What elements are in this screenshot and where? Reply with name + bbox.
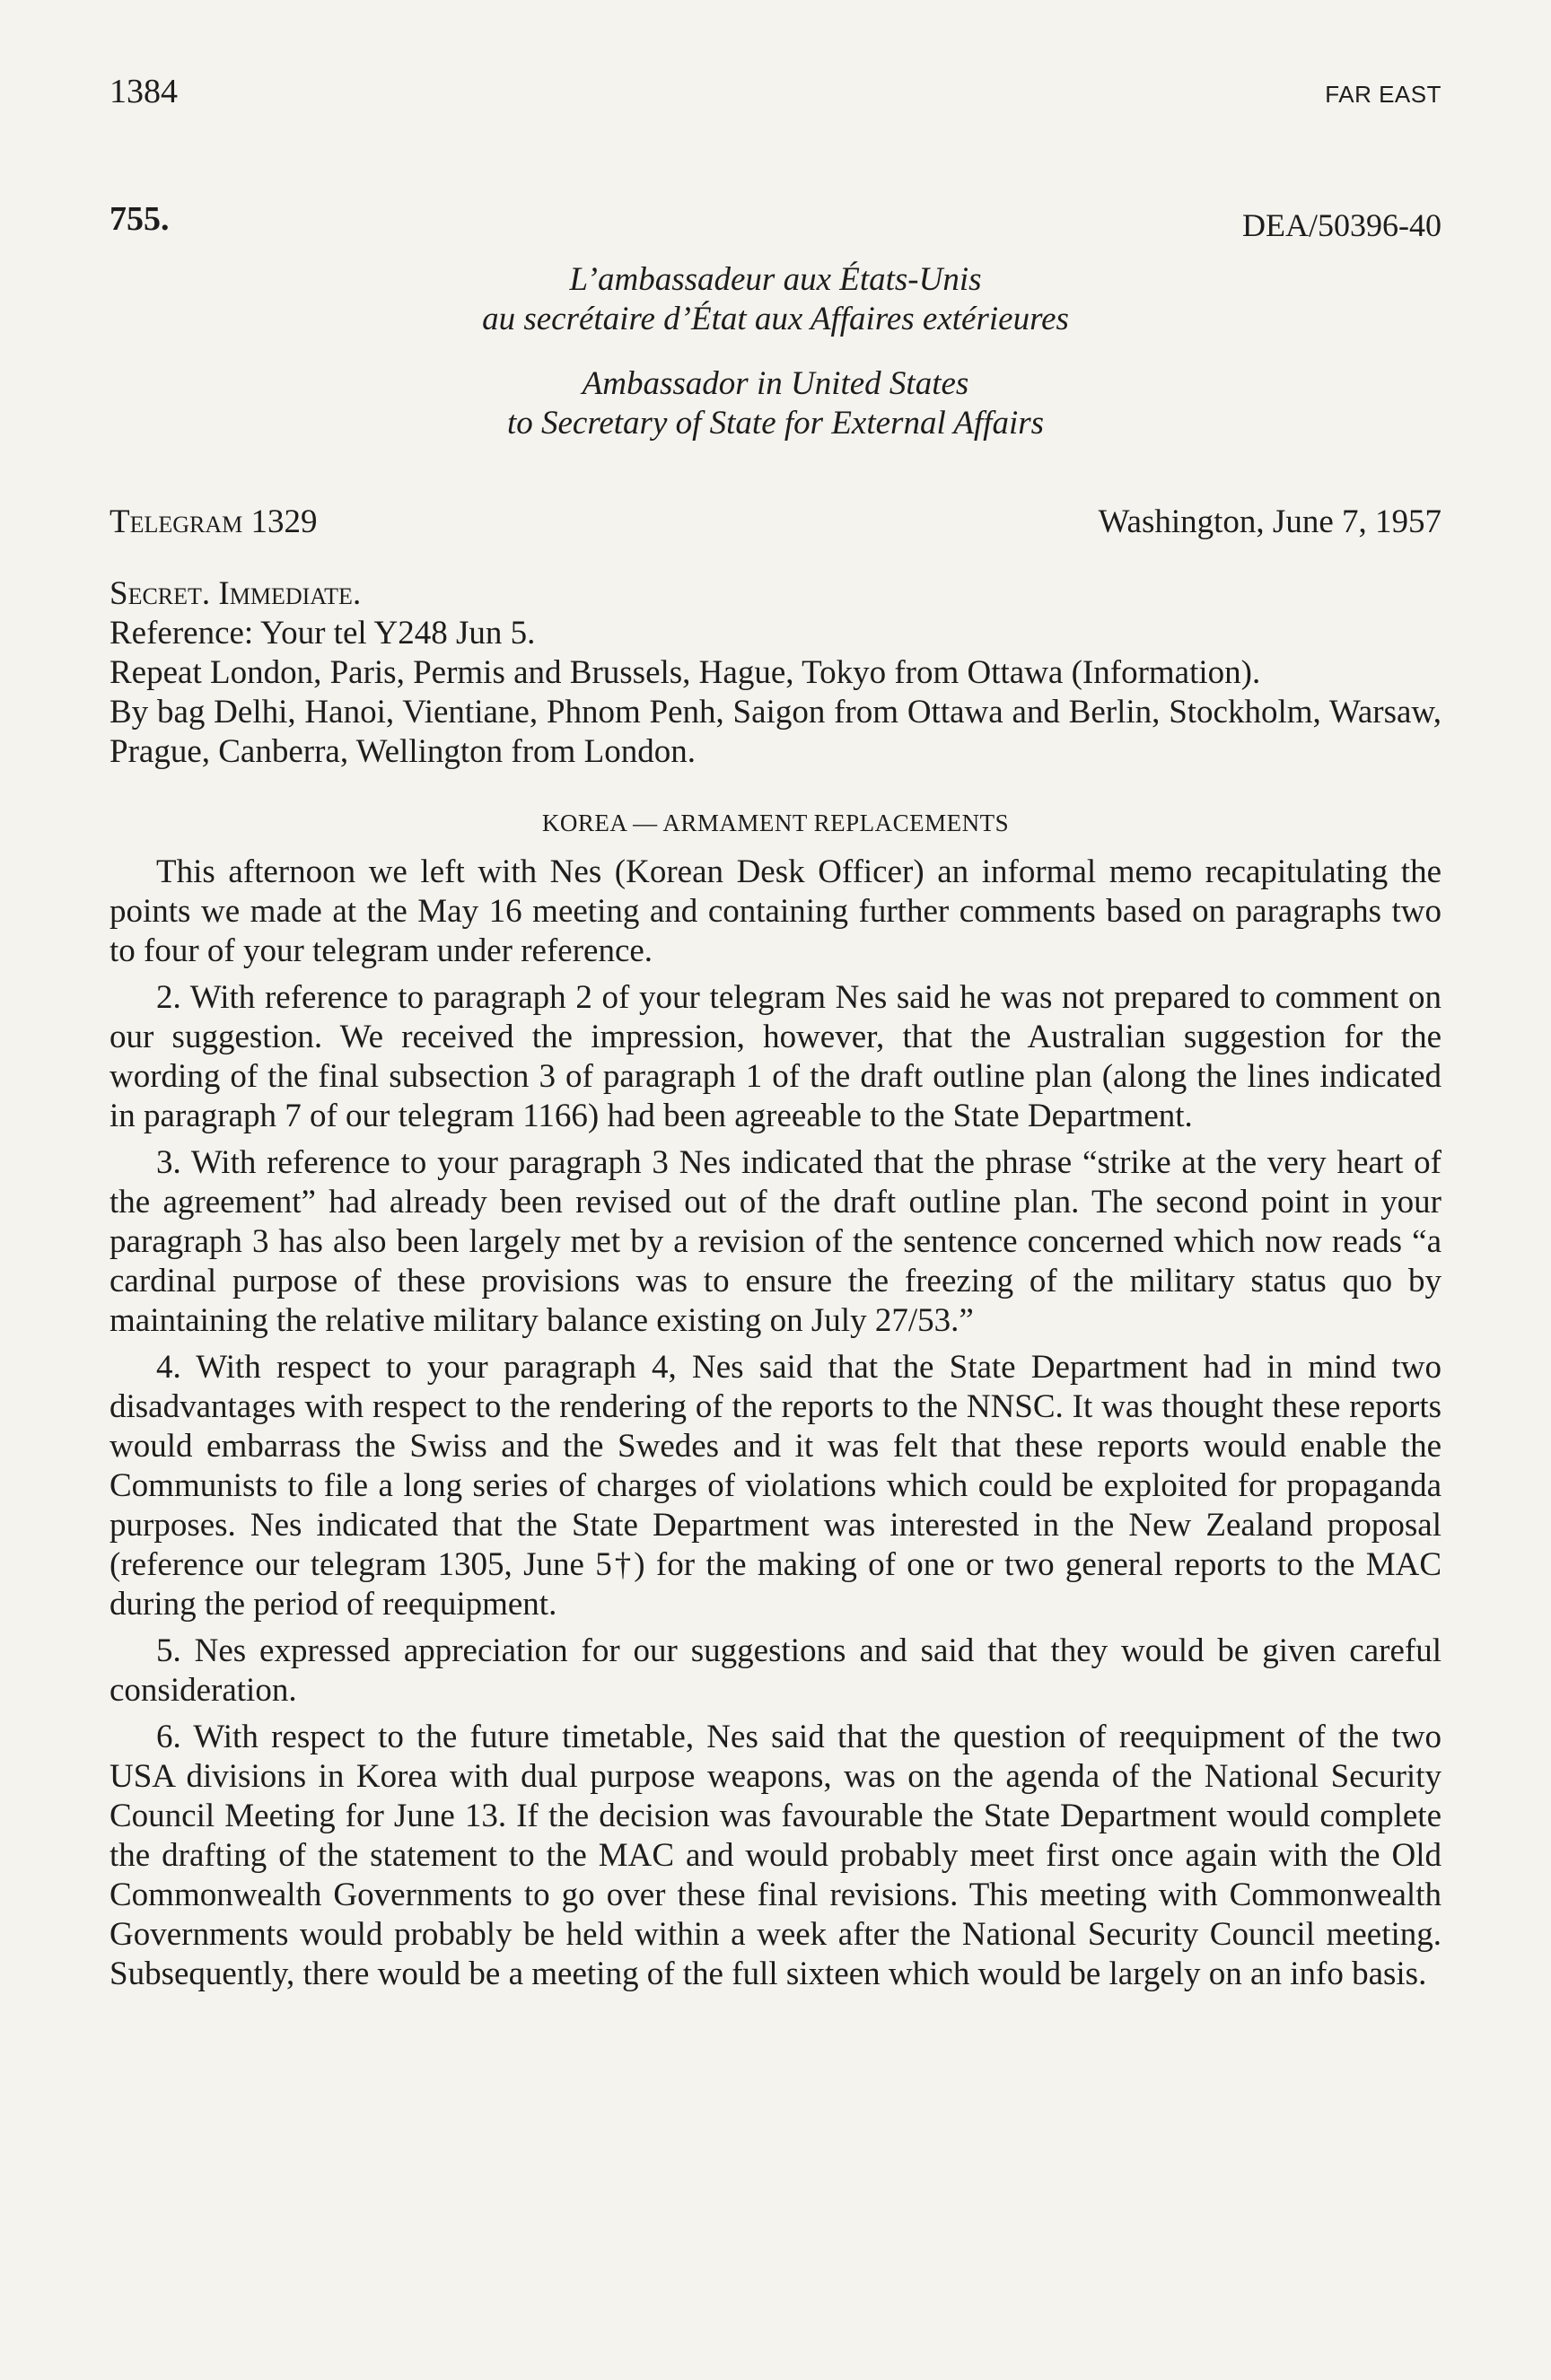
reference-line: Reference: Your tel Y248 Jun 5.	[110, 615, 536, 652]
document-title	[110, 260, 1441, 443]
telegram-number: Telegram 1329	[110, 503, 318, 540]
body-text	[110, 853, 1441, 2001]
document-number-row	[110, 199, 1441, 253]
title-gap	[110, 339, 1441, 364]
paragraph-4: 4. With respect to your paragraph 4, Nes said that the State Department had in mind two disadvantages with respect to the rendering of the reports to the NNSC. It was thought these reports would embarrass the Swiss and the Swedes and it was felt that these reports would enable the Communists to file a long series of charges of violations which could be exploited for propaganda purposes. Nes indicated that the State Department was interested in the New Zealand proposal (reference our telegram 1305, June 5†) for the making of one or two general reports to the MAC during the period of reequipment.	[110, 1349, 1441, 1623]
telegram-row	[110, 503, 1441, 556]
repeat-line: Repeat London, Paris, Permis and Brussels, Hague, Tokyo from Ottawa (Information).	[110, 654, 1261, 691]
title-french-line-1: L’ambassadeur aux États-Unis	[569, 261, 982, 298]
paragraph-5: 5. Nes expressed appreciation for our suggestions and said that they would be given careful consideration.	[110, 1632, 1441, 1709]
title-french-line-2: au secrétaire d’État aux Affaires extérieures	[482, 301, 1069, 337]
page-header	[110, 72, 1441, 126]
document-number: 755.	[110, 200, 170, 238]
paragraph-6: 6. With respect to the future timetable, Nes said that the question of reequipment of the two USA divisions in Korea with dual purpose weapons, was on the agenda of the National Security Council Meeting for June 13. If the decision was favourable the State Department would complete the drafting of the statement to the MAC and would probably meet first once again with the Old Commonwealth Governments to go over these final revisions. This meeting with Commonwealth Governments would probably be held within a week after the National Security Council meeting. Subsequently, there would be a meeting of the full sixteen which would be largely on an info basis.	[110, 1719, 1441, 1992]
place-date: Washington, June 7, 1957	[1098, 503, 1441, 540]
title-english-line-2: to Secretary of State for External Affairs	[506, 405, 1045, 442]
page-number: 1384	[110, 73, 178, 110]
by-bag-line: By bag Delhi, Hanoi, Vientiane, Phnom Penh, Saigon from Ottawa and Berlin, Stockholm, Warsaw, Prague, Canberra, Wellington from London.	[110, 694, 1441, 770]
title-english-line-1: Ambassador in United States	[582, 365, 969, 402]
paragraph-2: 2. With reference to paragraph 2 of your telegram Nes said he was not prepared to comment on our suggestion. We received the impression, however, that the Australian suggestion for the wording of the final subsection 3 of paragraph 1 of the draft outline plan (along the lines indicated in paragraph 7 of our telegram 1166) had been agreeable to the State Department.	[110, 979, 1441, 1134]
paragraph-1: This afternoon we left with Nes (Korean Desk Officer) an informal memo recapitulating the points we made at the May 16 meeting and containing further comments based on paragraphs two to four of your telegram under reference.	[110, 853, 1441, 969]
running-head: FAR EAST	[1325, 81, 1441, 108]
subject-heading: KOREA — ARMAMENT REPLACEMENTS	[541, 809, 1010, 836]
paragraph-3: 3. With reference to your paragraph 3 Nes indicated that the phrase “strike at the very heart of the agreement” had already been revised out of the draft outline plan. The second point in your paragraph 3 has also been largely met by a revision of the sentence concerned which now reads “a cardinal purpose of these provisions was to ensure the freezing of the military status quo by maintaining the relative military balance existing on July 27/53.”	[110, 1144, 1441, 1339]
preliminary-lines	[110, 574, 1441, 772]
classification: Secret. Immediate.	[110, 575, 362, 612]
file-reference: DEA/50396-40	[1242, 207, 1441, 243]
